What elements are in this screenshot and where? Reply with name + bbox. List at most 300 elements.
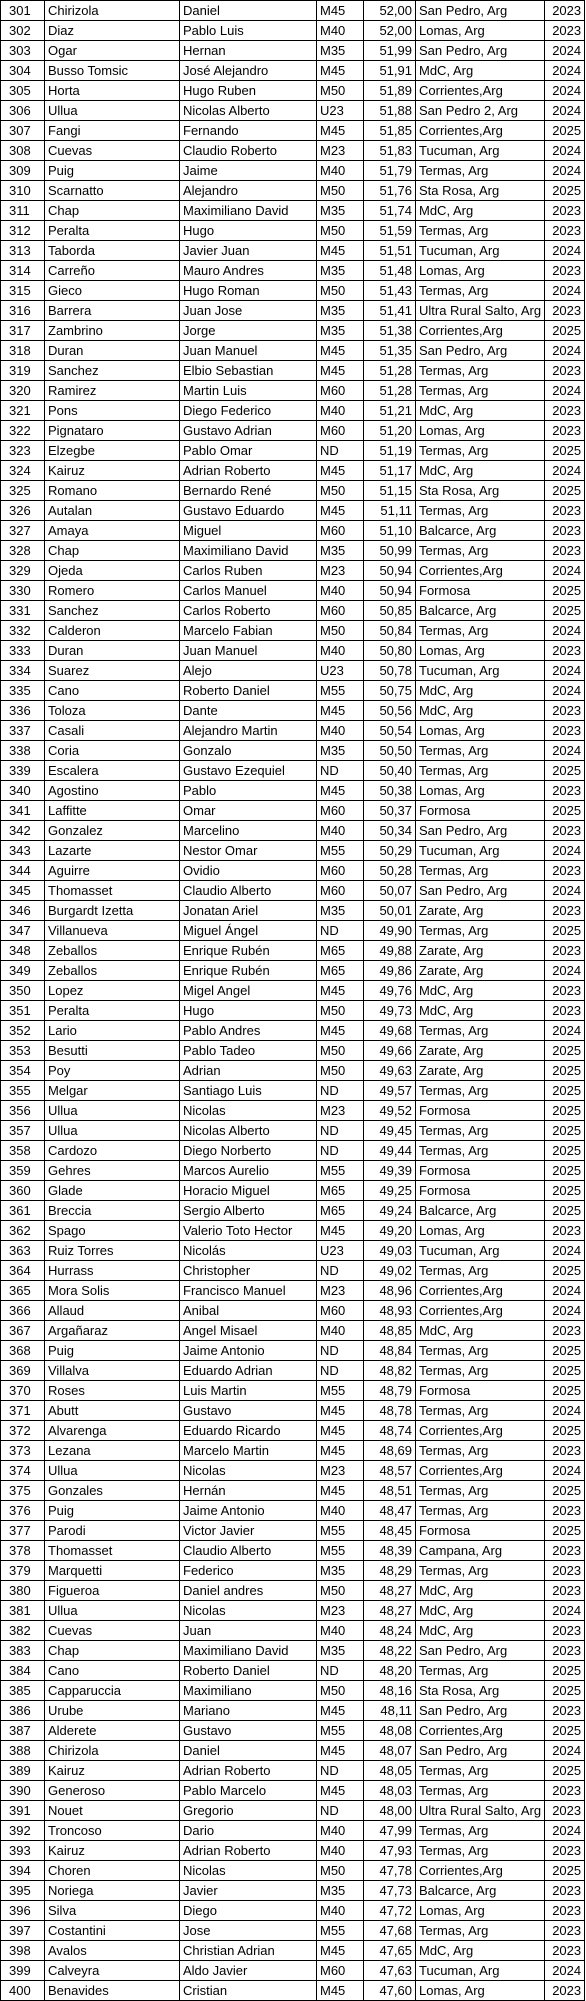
year-cell: 2024	[545, 1821, 585, 1841]
year-cell: 2023	[545, 1581, 585, 1601]
table-row	[1, 201, 585, 221]
category-cell: M55	[317, 1521, 364, 1541]
category-cell: M45	[317, 1941, 364, 1961]
given-name-cell: Juan Jose	[180, 301, 317, 321]
category-cell: M35	[317, 1881, 364, 1901]
surname-cell: Cano	[45, 1661, 180, 1681]
year-cell: 2025	[545, 1521, 585, 1541]
given-name-cell: Jonatan Ariel	[180, 901, 317, 921]
year-cell: 2024	[545, 1601, 585, 1621]
position-cell: 340	[1, 781, 45, 801]
location-cell: Termas, Arg	[416, 1501, 545, 1521]
given-name-cell: Marcos Aurelio	[180, 1161, 317, 1181]
position-cell: 329	[1, 561, 45, 581]
year-cell: 2023	[545, 301, 585, 321]
location-cell: MdC, Arg	[416, 1621, 545, 1641]
position-cell: 350	[1, 981, 45, 1001]
year-cell: 2025	[545, 1121, 585, 1141]
score-cell: 48,69	[364, 1441, 416, 1461]
position-cell: 352	[1, 1021, 45, 1041]
position-cell: 397	[1, 1921, 45, 1941]
location-cell: Tucuman, Arg	[416, 1241, 545, 1261]
score-cell: 51,79	[364, 161, 416, 181]
surname-cell: Ramirez	[45, 381, 180, 401]
given-name-cell: Dante	[180, 701, 317, 721]
surname-cell: Abutt	[45, 1401, 180, 1421]
given-name-cell: Gregorio	[180, 1801, 317, 1821]
year-cell: 2024	[545, 1741, 585, 1761]
location-cell: San Pedro 2, Arg	[416, 101, 545, 121]
year-cell: 2025	[545, 1101, 585, 1121]
position-cell: 392	[1, 1821, 45, 1841]
location-cell: Termas, Arg	[416, 921, 545, 941]
given-name-cell: Valerio Toto Hector	[180, 1221, 317, 1241]
table-row	[1, 1981, 585, 2001]
year-cell: 2023	[545, 1221, 585, 1241]
surname-cell: Taborda	[45, 241, 180, 261]
table-row	[1, 421, 585, 441]
given-name-cell: Eduardo Adrian	[180, 1361, 317, 1381]
location-cell: Termas, Arg	[416, 381, 545, 401]
category-cell: M45	[317, 1421, 364, 1441]
surname-cell: Amaya	[45, 521, 180, 541]
position-cell: 308	[1, 141, 45, 161]
surname-cell: Burgardt Izetta	[45, 901, 180, 921]
category-cell: M50	[317, 1001, 364, 1021]
location-cell: Zarate, Arg	[416, 1061, 545, 1081]
surname-cell: Generoso	[45, 1781, 180, 1801]
year-cell: 2025	[545, 801, 585, 821]
table-row	[1, 1081, 585, 1101]
category-cell: M50	[317, 81, 364, 101]
category-cell: ND	[317, 1341, 364, 1361]
position-cell: 335	[1, 681, 45, 701]
score-cell: 48,57	[364, 1461, 416, 1481]
position-cell: 393	[1, 1841, 45, 1861]
year-cell: 2023	[545, 541, 585, 561]
given-name-cell: Hugo Roman	[180, 281, 317, 301]
position-cell: 365	[1, 1281, 45, 1301]
year-cell: 2023	[545, 221, 585, 241]
score-cell: 51,17	[364, 461, 416, 481]
position-cell: 317	[1, 321, 45, 341]
given-name-cell: Christopher	[180, 1261, 317, 1281]
score-cell: 48,39	[364, 1541, 416, 1561]
category-cell: M45	[317, 1981, 364, 2001]
given-name-cell: Santiago Luis	[180, 1081, 317, 1101]
location-cell: San Pedro, Arg	[416, 821, 545, 841]
location-cell: Termas, Arg	[416, 1761, 545, 1781]
given-name-cell: Luis Martin	[180, 1381, 317, 1401]
table-row	[1, 681, 585, 701]
table-row	[1, 1781, 585, 1801]
surname-cell: Capparuccia	[45, 1681, 180, 1701]
year-cell: 2023	[545, 521, 585, 541]
surname-cell: Thomasset	[45, 881, 180, 901]
year-cell: 2023	[545, 941, 585, 961]
given-name-cell: Adrian Roberto	[180, 1841, 317, 1861]
year-cell: 2023	[545, 1561, 585, 1581]
position-cell: 312	[1, 221, 45, 241]
table-row	[1, 1101, 585, 1121]
surname-cell: Noriega	[45, 1881, 180, 1901]
location-cell: Corrientes,Arg	[416, 1721, 545, 1741]
score-cell: 51,88	[364, 101, 416, 121]
given-name-cell: Hugo Ruben	[180, 81, 317, 101]
position-cell: 345	[1, 881, 45, 901]
given-name-cell: Horacio Miguel	[180, 1181, 317, 1201]
given-name-cell: Sergio Alberto	[180, 1201, 317, 1221]
category-cell: M40	[317, 821, 364, 841]
table-row	[1, 941, 585, 961]
year-cell: 2024	[545, 561, 585, 581]
table-row	[1, 801, 585, 821]
table-row	[1, 1861, 585, 1881]
surname-cell: Ullua	[45, 1601, 180, 1621]
given-name-cell: Carlos Ruben	[180, 561, 317, 581]
table-row	[1, 621, 585, 641]
table-row	[1, 1501, 585, 1521]
given-name-cell: Martin Luis	[180, 381, 317, 401]
category-cell: M50	[317, 181, 364, 201]
table-row	[1, 461, 585, 481]
given-name-cell: Jaime	[180, 161, 317, 181]
category-cell: M55	[317, 1921, 364, 1941]
table-row	[1, 61, 585, 81]
position-cell: 354	[1, 1061, 45, 1081]
location-cell: Corrientes,Arg	[416, 321, 545, 341]
surname-cell: Lopez	[45, 981, 180, 1001]
year-cell: 2025	[545, 1161, 585, 1181]
category-cell: M45	[317, 1221, 364, 1241]
score-cell: 51,51	[364, 241, 416, 261]
position-cell: 379	[1, 1561, 45, 1581]
table-row	[1, 921, 585, 941]
year-cell: 2023	[545, 21, 585, 41]
table-row	[1, 1181, 585, 1201]
score-cell: 51,83	[364, 141, 416, 161]
surname-cell: Pignataro	[45, 421, 180, 441]
position-cell: 370	[1, 1381, 45, 1401]
location-cell: Lomas, Arg	[416, 721, 545, 741]
year-cell: 2023	[545, 1441, 585, 1461]
table-row	[1, 261, 585, 281]
position-cell: 303	[1, 41, 45, 61]
location-cell: Formosa	[416, 581, 545, 601]
position-cell: 322	[1, 421, 45, 441]
surname-cell: Ruiz Torres	[45, 1241, 180, 1261]
score-cell: 50,34	[364, 821, 416, 841]
location-cell: MdC, Arg	[416, 681, 545, 701]
year-cell: 2025	[545, 1761, 585, 1781]
table-row	[1, 1401, 585, 1421]
surname-cell: Agostino	[45, 781, 180, 801]
position-cell: 339	[1, 761, 45, 781]
position-cell: 363	[1, 1241, 45, 1261]
year-cell: 2024	[545, 1301, 585, 1321]
table-row	[1, 1601, 585, 1621]
position-cell: 364	[1, 1261, 45, 1281]
surname-cell: Escalera	[45, 761, 180, 781]
position-cell: 380	[1, 1581, 45, 1601]
location-cell: Lomas, Arg	[416, 1901, 545, 1921]
given-name-cell: Pablo	[180, 781, 317, 801]
surname-cell: Melgar	[45, 1081, 180, 1101]
location-cell: Termas, Arg	[416, 361, 545, 381]
category-cell: M35	[317, 1641, 364, 1661]
score-cell: 50,99	[364, 541, 416, 561]
year-cell: 2025	[545, 1201, 585, 1221]
category-cell: U23	[317, 1241, 364, 1261]
score-cell: 49,90	[364, 921, 416, 941]
position-cell: 398	[1, 1941, 45, 1961]
table-row	[1, 1061, 585, 1081]
category-cell: M50	[317, 481, 364, 501]
table-row	[1, 1161, 585, 1181]
given-name-cell: Nicolas Alberto	[180, 101, 317, 121]
given-name-cell: Enrique Rubén	[180, 941, 317, 961]
table-row	[1, 1901, 585, 1921]
surname-cell: Nouet	[45, 1801, 180, 1821]
given-name-cell: Claudio Alberto	[180, 1541, 317, 1561]
location-cell: MdC, Arg	[416, 701, 545, 721]
given-name-cell: Migel Angel	[180, 981, 317, 1001]
score-cell: 48,03	[364, 1781, 416, 1801]
given-name-cell: Hernán	[180, 1481, 317, 1501]
category-cell: M50	[317, 1681, 364, 1701]
year-cell: 2023	[545, 861, 585, 881]
location-cell: Termas, Arg	[416, 501, 545, 521]
position-cell: 367	[1, 1321, 45, 1341]
table-row	[1, 1941, 585, 1961]
surname-cell: Ullua	[45, 1121, 180, 1141]
surname-cell: Romero	[45, 581, 180, 601]
year-cell: 2023	[545, 1321, 585, 1341]
position-cell: 337	[1, 721, 45, 741]
given-name-cell: Juan Manuel	[180, 341, 317, 361]
table-row	[1, 1361, 585, 1381]
score-cell: 49,03	[364, 1241, 416, 1261]
year-cell: 2023	[545, 1621, 585, 1641]
position-cell: 343	[1, 841, 45, 861]
category-cell: M40	[317, 1901, 364, 1921]
position-cell: 395	[1, 1881, 45, 1901]
position-cell: 383	[1, 1641, 45, 1661]
score-cell: 47,68	[364, 1921, 416, 1941]
table-row	[1, 1961, 585, 1981]
year-cell: 2024	[545, 881, 585, 901]
score-cell: 51,28	[364, 361, 416, 381]
score-cell: 50,84	[364, 621, 416, 641]
position-cell: 351	[1, 1001, 45, 1021]
position-cell: 362	[1, 1221, 45, 1241]
given-name-cell: Gustavo Eduardo	[180, 501, 317, 521]
given-name-cell: Diego	[180, 1901, 317, 1921]
given-name-cell: Eduardo Ricardo	[180, 1421, 317, 1441]
location-cell: San Pedro, Arg	[416, 41, 545, 61]
surname-cell: Ullua	[45, 1101, 180, 1121]
given-name-cell: Gonzalo	[180, 741, 317, 761]
year-cell: 2024	[545, 1401, 585, 1421]
surname-cell: Thomasset	[45, 1541, 180, 1561]
surname-cell: Calveyra	[45, 1961, 180, 1981]
surname-cell: Troncoso	[45, 1821, 180, 1841]
position-cell: 344	[1, 861, 45, 881]
category-cell: ND	[317, 921, 364, 941]
category-cell: M60	[317, 801, 364, 821]
surname-cell: Costantini	[45, 1921, 180, 1941]
category-cell: M23	[317, 141, 364, 161]
table-row	[1, 161, 585, 181]
surname-cell: Gieco	[45, 281, 180, 301]
surname-cell: Avalos	[45, 1941, 180, 1961]
given-name-cell: Nicolas Alberto	[180, 1121, 317, 1141]
score-cell: 49,52	[364, 1101, 416, 1121]
table-row	[1, 1921, 585, 1941]
score-cell: 51,48	[364, 261, 416, 281]
table-row	[1, 341, 585, 361]
position-cell: 334	[1, 661, 45, 681]
surname-cell: Hurrass	[45, 1261, 180, 1281]
location-cell: Termas, Arg	[416, 1261, 545, 1281]
given-name-cell: Daniel andres	[180, 1581, 317, 1601]
position-cell: 386	[1, 1701, 45, 1721]
location-cell: Campana, Arg	[416, 1541, 545, 1561]
score-cell: 49,45	[364, 1121, 416, 1141]
given-name-cell: Omar	[180, 801, 317, 821]
table-row	[1, 541, 585, 561]
category-cell: M45	[317, 461, 364, 481]
given-name-cell: Hernan	[180, 41, 317, 61]
table-row	[1, 861, 585, 881]
given-name-cell: Diego Federico	[180, 401, 317, 421]
given-name-cell: Alejandro	[180, 181, 317, 201]
score-cell: 50,54	[364, 721, 416, 741]
surname-cell: Silva	[45, 1901, 180, 1921]
score-cell: 49,66	[364, 1041, 416, 1061]
score-cell: 49,57	[364, 1081, 416, 1101]
surname-cell: Coria	[45, 741, 180, 761]
location-cell: Balcarce, Arg	[416, 521, 545, 541]
table-row	[1, 1521, 585, 1541]
given-name-cell: Victor Javier	[180, 1521, 317, 1541]
year-cell: 2023	[545, 361, 585, 381]
location-cell: Lomas, Arg	[416, 781, 545, 801]
location-cell: San Pedro, Arg	[416, 1641, 545, 1661]
surname-cell: Busso Tomsic	[45, 61, 180, 81]
category-cell: M55	[317, 841, 364, 861]
location-cell: Corrientes,Arg	[416, 81, 545, 101]
score-cell: 48,74	[364, 1421, 416, 1441]
given-name-cell: Gustavo Ezequiel	[180, 761, 317, 781]
year-cell: 2025	[545, 441, 585, 461]
given-name-cell: Alejo	[180, 661, 317, 681]
position-cell: 347	[1, 921, 45, 941]
category-cell: M60	[317, 1301, 364, 1321]
location-cell: MdC, Arg	[416, 61, 545, 81]
score-cell: 51,74	[364, 201, 416, 221]
position-cell: 315	[1, 281, 45, 301]
position-cell: 384	[1, 1661, 45, 1681]
year-cell: 2025	[545, 1061, 585, 1081]
year-cell: 2023	[545, 1501, 585, 1521]
location-cell: Formosa	[416, 1161, 545, 1181]
location-cell: Tucuman, Arg	[416, 241, 545, 261]
table-row	[1, 1201, 585, 1221]
position-cell: 314	[1, 261, 45, 281]
score-cell: 50,94	[364, 581, 416, 601]
table-row	[1, 841, 585, 861]
year-cell: 2024	[545, 101, 585, 121]
surname-cell: Zeballos	[45, 961, 180, 981]
year-cell: 2024	[545, 1021, 585, 1041]
given-name-cell: Nicolás	[180, 1241, 317, 1261]
table-row	[1, 281, 585, 301]
location-cell: Lomas, Arg	[416, 21, 545, 41]
table-row	[1, 1841, 585, 1861]
category-cell: M60	[317, 1961, 364, 1981]
given-name-cell: Fernando	[180, 121, 317, 141]
given-name-cell: Enrique Rubén	[180, 961, 317, 981]
location-cell: Termas, Arg	[416, 1481, 545, 1501]
category-cell: M23	[317, 561, 364, 581]
location-cell: Lomas, Arg	[416, 1221, 545, 1241]
location-cell: MdC, Arg	[416, 1321, 545, 1341]
score-cell: 48,22	[364, 1641, 416, 1661]
score-cell: 51,38	[364, 321, 416, 341]
year-cell: 2023	[545, 1001, 585, 1021]
year-cell: 2023	[545, 1641, 585, 1661]
year-cell: 2024	[545, 1281, 585, 1301]
surname-cell: Cuevas	[45, 1621, 180, 1641]
location-cell: MdC, Arg	[416, 1001, 545, 1021]
score-cell: 50,29	[364, 841, 416, 861]
location-cell: Zarate, Arg	[416, 901, 545, 921]
location-cell: Termas, Arg	[416, 1401, 545, 1421]
score-cell: 48,78	[364, 1401, 416, 1421]
score-cell: 51,99	[364, 41, 416, 61]
surname-cell: Marquetti	[45, 1561, 180, 1581]
location-cell: Corrientes,Arg	[416, 121, 545, 141]
year-cell: 2023	[545, 1921, 585, 1941]
category-cell: M50	[317, 1861, 364, 1881]
year-cell: 2024	[545, 241, 585, 261]
surname-cell: Autalan	[45, 501, 180, 521]
position-cell: 304	[1, 61, 45, 81]
position-cell: 301	[1, 1, 45, 21]
given-name-cell: Maximiliano David	[180, 201, 317, 221]
table-row	[1, 1041, 585, 1061]
score-cell: 51,76	[364, 181, 416, 201]
score-cell: 49,20	[364, 1221, 416, 1241]
location-cell: Termas, Arg	[416, 441, 545, 461]
year-cell: 2023	[545, 1801, 585, 1821]
given-name-cell: Nestor Omar	[180, 841, 317, 861]
position-cell: 390	[1, 1781, 45, 1801]
given-name-cell: Alejandro Martin	[180, 721, 317, 741]
surname-cell: Puig	[45, 1501, 180, 1521]
position-cell: 353	[1, 1041, 45, 1061]
position-cell: 394	[1, 1861, 45, 1881]
score-cell: 48,08	[364, 1721, 416, 1741]
category-cell: M45	[317, 1401, 364, 1421]
position-cell: 311	[1, 201, 45, 221]
given-name-cell: Jose	[180, 1921, 317, 1941]
table-row	[1, 1281, 585, 1301]
category-cell: M40	[317, 1621, 364, 1641]
surname-cell: Alderete	[45, 1721, 180, 1741]
location-cell: Termas, Arg	[416, 1361, 545, 1381]
